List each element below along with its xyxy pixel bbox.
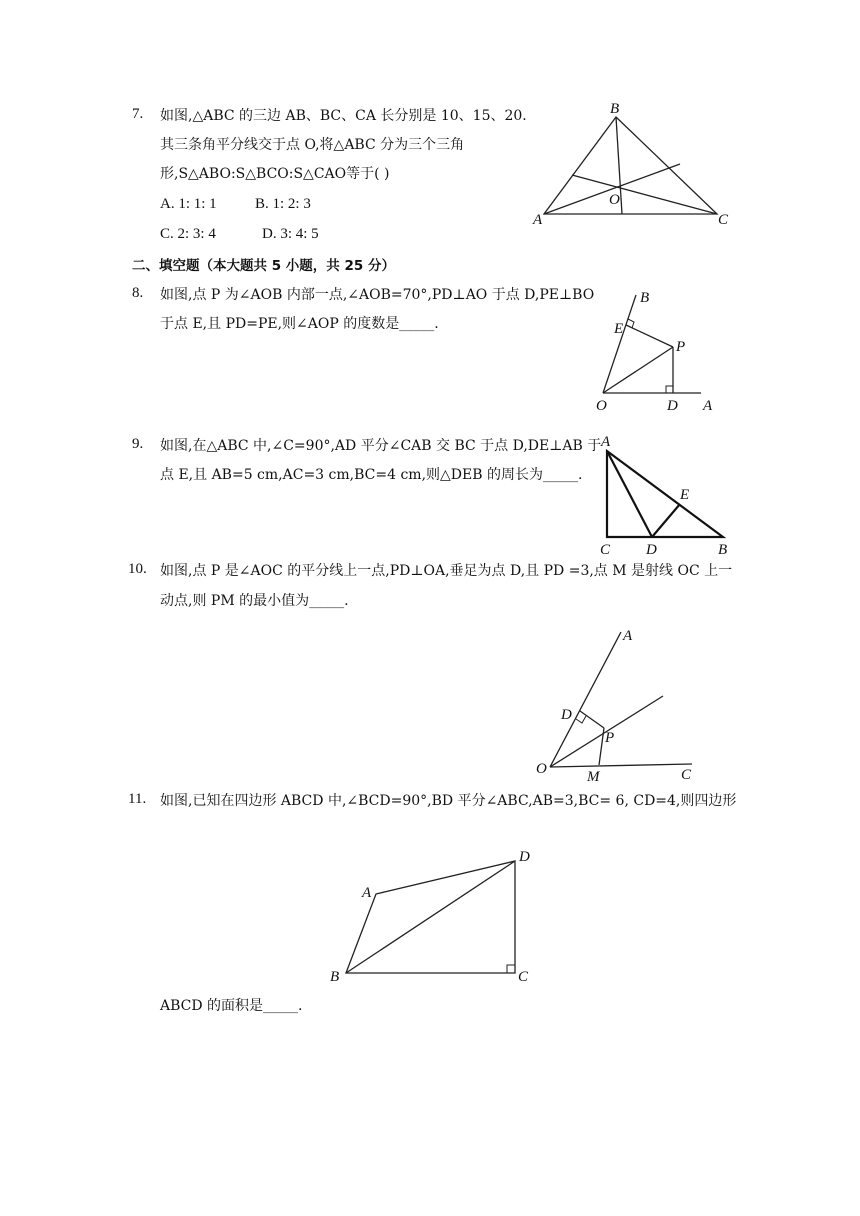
label-c: C bbox=[518, 969, 529, 985]
label-b: B bbox=[640, 290, 650, 306]
question-7-text-line-1: 如图,△ABC 的三边 AB、BC、CA 长分别是 10、15、20. bbox=[160, 108, 527, 124]
question-8-figure bbox=[590, 285, 720, 415]
right-angle-mark-d bbox=[666, 386, 673, 393]
ray-oc bbox=[550, 764, 692, 767]
right-angle-mark-c bbox=[507, 965, 515, 973]
label-c: C bbox=[681, 767, 692, 783]
label-d: D bbox=[667, 398, 678, 414]
label-a: A bbox=[362, 885, 372, 901]
question-7-text-line-2: 其三条角平分线交于点 O,将△ABC 分为三个三角 bbox=[160, 137, 465, 153]
label-o: O bbox=[536, 761, 547, 777]
section-2-heading: 二、填空题（本大题共 5 小题，共 25 分） bbox=[132, 258, 395, 274]
question-11-figure bbox=[320, 845, 545, 990]
label-a: A bbox=[623, 628, 633, 644]
label-b: B bbox=[330, 969, 340, 985]
question-7-number: 7. bbox=[132, 106, 144, 122]
question-10-text-line-2: 动点,则 PM 的最小值为_____. bbox=[160, 593, 349, 609]
triangle-abc bbox=[607, 451, 723, 537]
question-7-text-line-3: 形,S△ABO:S△BCO:S△CAO等于( ) bbox=[160, 166, 390, 182]
label-o: O bbox=[596, 398, 607, 414]
question-10-number: 10. bbox=[128, 561, 147, 577]
question-11-text-line-2: ABCD 的面积是_____. bbox=[160, 998, 303, 1014]
question-10-figure bbox=[530, 620, 710, 790]
question-7-figure bbox=[520, 95, 740, 235]
question-11-text-line-1: 如图,已知在四边形 ABCD 中,∠BCD=90°,BD 平分∠ABC,AB=3,BC= 6, CD=4,则四边形 bbox=[160, 793, 737, 809]
triangle-abc bbox=[544, 117, 717, 214]
label-p: P bbox=[676, 339, 686, 355]
bisector-from-c bbox=[572, 175, 717, 214]
label-b: B bbox=[718, 542, 728, 558]
question-7-option-d: D. 3: 4: 5 bbox=[262, 226, 319, 242]
ray-oa bbox=[550, 632, 621, 767]
question-9-text-line-2: 点 E,且 AB=5 cm,AC=3 cm,BC=4 cm,则△DEB 的周长为_____. bbox=[160, 467, 583, 483]
question-7-option-c: C. 2: 3: 4 bbox=[160, 226, 216, 242]
segment-pe bbox=[626, 325, 673, 347]
label-d: D bbox=[646, 542, 657, 558]
question-9-figure bbox=[595, 430, 740, 560]
segment-op bbox=[603, 347, 673, 393]
question-8-number: 8. bbox=[132, 285, 144, 301]
label-d: D bbox=[519, 849, 530, 865]
question-9-number: 9. bbox=[132, 436, 144, 452]
label-m: M bbox=[587, 769, 600, 785]
label-o: O bbox=[609, 192, 620, 208]
label-p: P bbox=[605, 730, 615, 746]
bisector-ad bbox=[607, 451, 652, 537]
question-8-text-line-1: 如图,点 P 为∠AOB 内部一点,∠AOB=70°,PD⊥AO 于点 D,PE⊥BO bbox=[160, 287, 595, 303]
label-e: E bbox=[680, 487, 690, 503]
question-10-text-line-1: 如图,点 P 是∠AOC 的平分线上一点,PD⊥OA,垂足为点 D,且 PD =3,点 M 是射线 OC 上一 bbox=[160, 563, 733, 579]
question-7-option-b: B. 1: 2: 3 bbox=[255, 196, 311, 212]
label-a: A bbox=[533, 212, 543, 228]
label-c: C bbox=[718, 212, 729, 228]
label-a: A bbox=[601, 434, 611, 450]
label-a: A bbox=[703, 398, 713, 414]
ray-ob bbox=[603, 295, 636, 393]
label-e: E bbox=[614, 321, 624, 337]
question-7-option-a: A. 1: 1: 1 bbox=[160, 196, 217, 212]
segment-pm bbox=[599, 728, 604, 765]
question-11-number: 11. bbox=[128, 791, 147, 807]
question-9-text-line-1: 如图,在△ABC 中,∠C=90°,AD 平分∠CAB 交 BC 于点 D,DE⊥AB 于 bbox=[160, 438, 602, 454]
label-c: C bbox=[600, 542, 611, 558]
segment-de bbox=[652, 504, 680, 537]
label-d: D bbox=[561, 707, 572, 723]
diagonal-bd bbox=[346, 861, 515, 973]
right-angle-mark-d bbox=[576, 716, 586, 723]
label-b: B bbox=[610, 101, 620, 117]
question-8-text-line-2: 于点 E,且 PD=PE,则∠AOP 的度数是_____. bbox=[160, 316, 439, 332]
